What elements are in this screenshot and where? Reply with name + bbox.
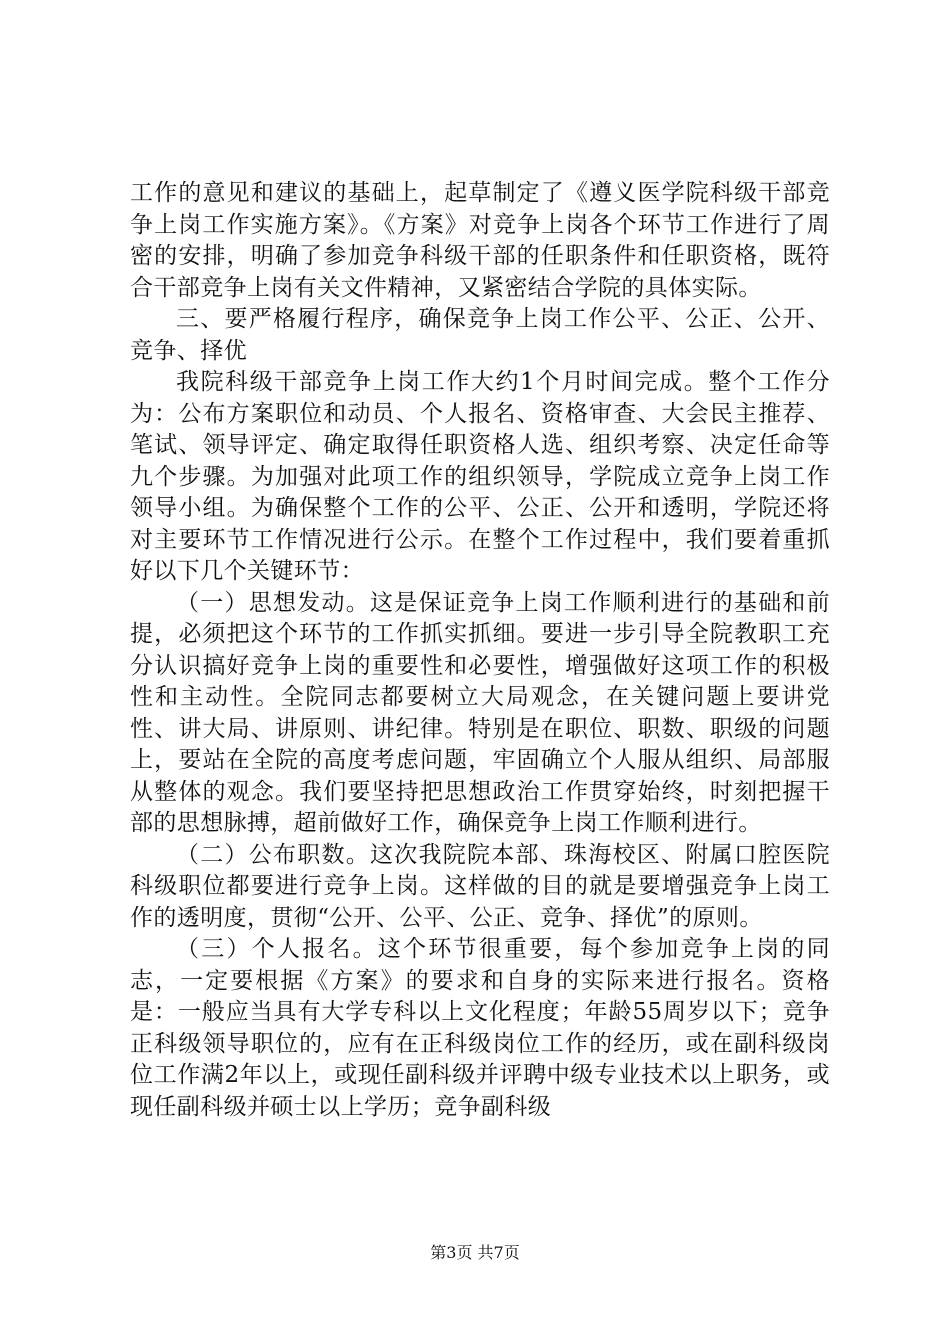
paragraph-item-1: （一）思想发动。这是保证竞争上岗工作顺利进行的基础和前提，必须把这个环节的工作抓实抓细。要进一步引导全院教职工充分认识搞好竞争上岗的重要性和必要性，增强做好这项工作的积极性和主动性。全院同志都要树立大局观念，在关键问题上要讲党性、讲大局、讲原则、讲纪律。特别是在职位、职数、职级的问题上，要站在全院的高度考虑问题，牢固确立个人服从组织、局部服从整体的观念。我们要坚持把思想政治工作贯穿始终，时刻把握干部的思想脉搏，超前做好工作，确保竞争上岗工作顺利进行。 (130, 589, 830, 836)
paragraph-item-3: （三）个人报名。这个环节很重要，每个参加竞争上岗的同志，一定要根据《方案》的要求和自身的实际来进行报名。资格是：一般应当具有大学专科以上文化程度；年龄55周岁以下；竞争正科级领导职位的，应有在正科级岗位工作的经历，或在副科级岗位工作满2年以上，或现任副科级并评聘中级专业技术以上职务，或现任副科级并硕士以上学历；竞争副科级 (130, 936, 830, 1120)
section-heading-3: 三、要严格履行程序，确保竞争上岗工作公平、公正、公开、竞争、择优 (130, 306, 830, 364)
document-body (130, 178, 830, 1123)
paragraph-procedure: 我院科级干部竞争上岗工作大约1个月时间完成。整个工作分为：公布方案职位和动员、个人报名、资格审查、大会民主推荐、笔试、领导评定、确定取得任职资格人选、组织考察、决定任命等九个步骤。为加强对此项工作的组织领导，学院成立竞争上岗工作领导小组。为确保整个工作的公平、公正、公开和透明，学院还将对主要环节工作情况进行公示。在整个工作过程中，我们要着重抓好以下几个关键环节： (130, 369, 830, 584)
paragraph-item-2: （二）公布职数。这次我院院本部、珠海校区、附属口腔医院科级职位都要进行竞争上岗。这样做的目的就是要增强竞争上岗工作的透明度，贯彻“公开、公平、公正、竞争、择优”的原则。 (130, 841, 830, 931)
paragraph-1: 工作的意见和建议的基础上，起草制定了《遵义医学院科级干部竞争上岗工作实施方案》。《方案》对竞争上岗各个环节工作进行了周密的安排，明确了参加竞争科级干部的任职条件和任职资格，既符合干部竞争上岗有关文件精神，又紧密结合学院的具体实际。 (130, 180, 830, 301)
page-number-footer: 第3页 共7页 (430, 1243, 520, 1262)
